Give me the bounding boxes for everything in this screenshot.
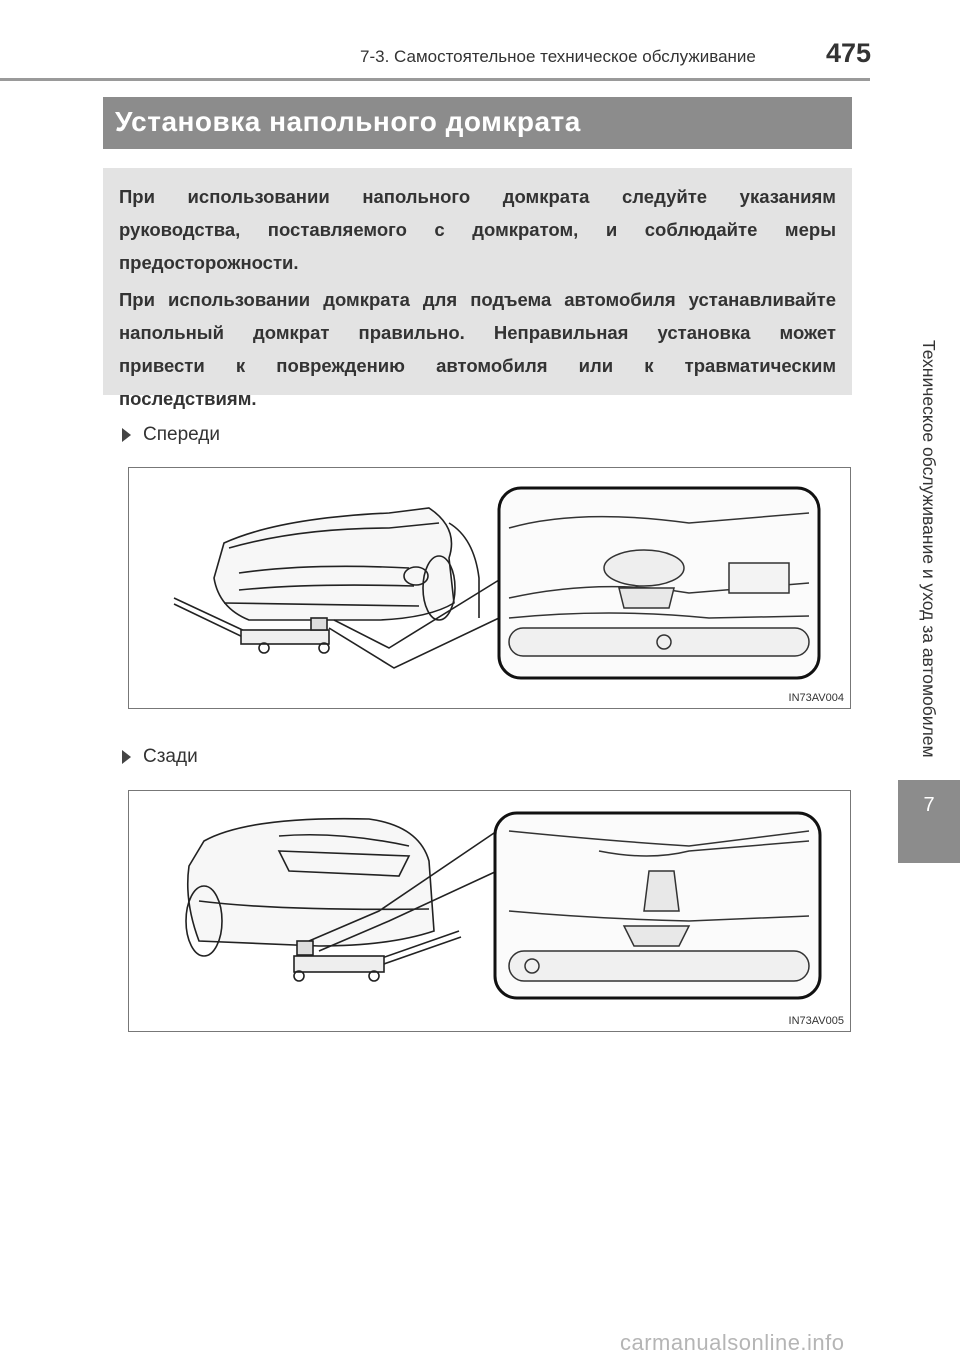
figure-code: IN73AV004: [788, 692, 844, 704]
front-heading: [122, 424, 220, 446]
chapter-number: 7: [923, 794, 935, 816]
rear-jack-illustration: [128, 790, 851, 1032]
chapter-tab: [898, 780, 960, 863]
info-paragraph-1: При использовании напольного домкрата следуйте указаниям руководства, поставляемого с домкратом, и соблюдайте меры предосторожности.: [119, 186, 836, 273]
rear-car-drawing: [129, 791, 850, 1031]
front-jack-illustration: [128, 467, 851, 709]
figure-code: IN73AV005: [788, 1015, 844, 1027]
chapter-side-title: Техническое обслуживание и уход за автомобилем: [919, 340, 939, 758]
header-divider: [0, 78, 870, 81]
info-box: [103, 168, 852, 409]
front-label: Спереди: [143, 424, 220, 445]
watermark: carmanualsonline.info: [620, 1330, 845, 1355]
triangle-bullet-icon: [122, 750, 131, 764]
page-number: 475: [826, 38, 872, 68]
rear-label: Сзади: [143, 746, 198, 767]
header-section-title: 7-3. Самостоятельное техническое обслуживание: [360, 47, 756, 66]
section-title-bar: [103, 97, 852, 149]
triangle-bullet-icon: [122, 428, 131, 442]
info-paragraph-2: При использовании домкрата для подъема автомобиля устанавливайте напольный домкрат правильно. Неправильная установка может привести к повреждению автомобиля или к травматическим последствиям.: [119, 289, 836, 409]
front-car-drawing: [129, 468, 850, 708]
rear-heading: [122, 746, 198, 768]
section-title: Установка напольного домкрата: [115, 106, 581, 137]
